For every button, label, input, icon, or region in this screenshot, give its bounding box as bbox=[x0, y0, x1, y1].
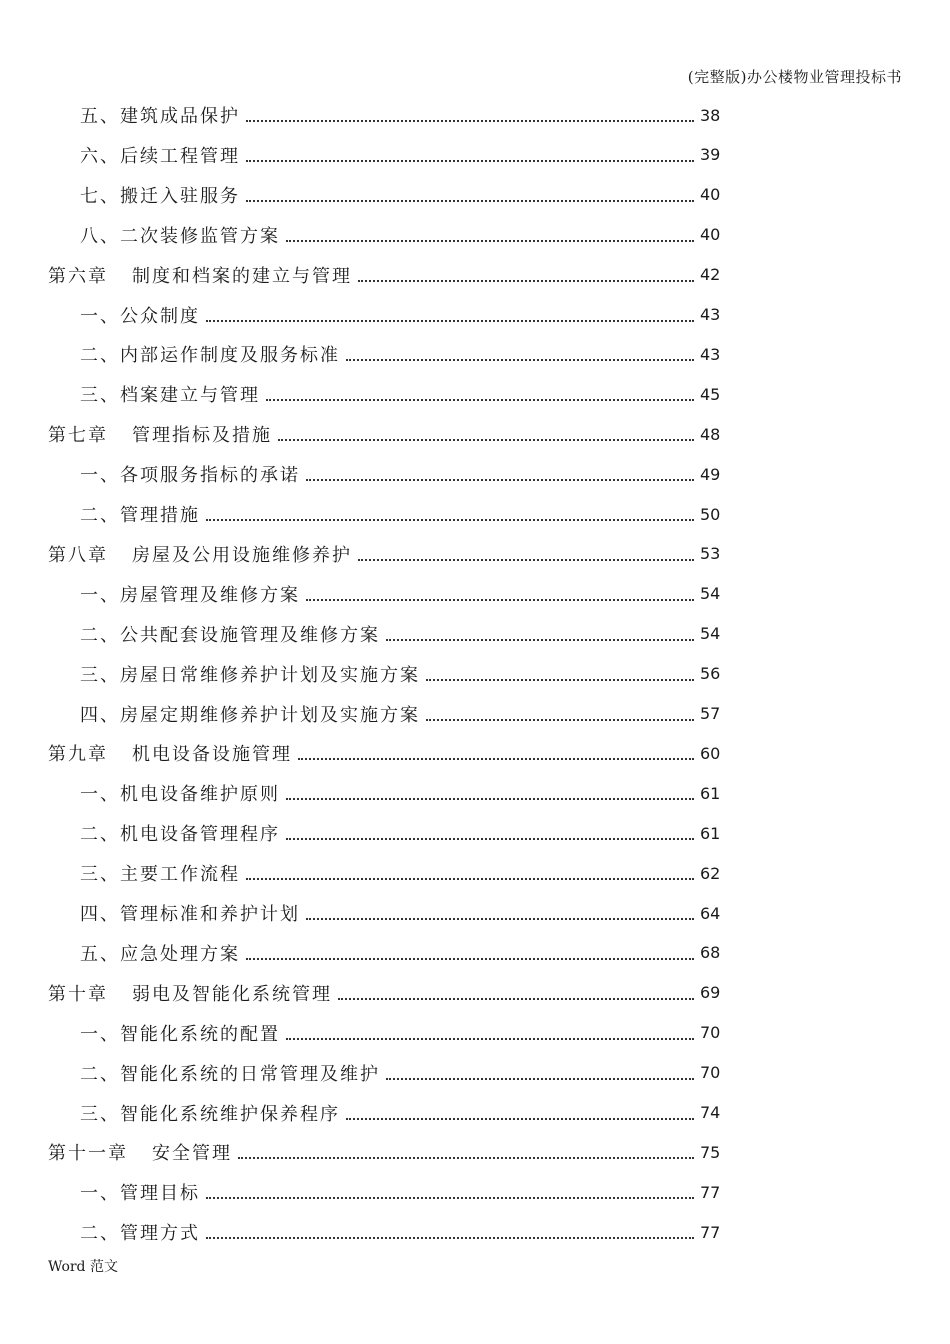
toc-page-number: 77 bbox=[700, 1182, 721, 1202]
toc-page-number: 62 bbox=[700, 863, 721, 883]
toc-page-number: 70 bbox=[700, 1063, 721, 1083]
toc-page-number: 38 bbox=[700, 105, 721, 125]
toc-entry-text: 一、公众制度 bbox=[80, 305, 200, 327]
toc-entry-title bbox=[48, 740, 292, 766]
toc-entry-title bbox=[48, 421, 272, 447]
toc-chapter-entry[interactable] bbox=[0, 1132, 720, 1172]
toc-leader-dots bbox=[426, 719, 694, 721]
toc-section-entry[interactable] bbox=[0, 454, 720, 494]
toc-leader-dots bbox=[246, 160, 694, 162]
toc-entry-title bbox=[80, 102, 240, 128]
toc-entry-title bbox=[80, 820, 280, 846]
toc-chapter-number: 第六章 bbox=[48, 265, 108, 287]
toc-page-number: 48 bbox=[700, 424, 721, 444]
toc-entry-text: 一、各项服务指标的承诺 bbox=[80, 465, 300, 487]
toc-chapter-number: 第八章 bbox=[48, 544, 108, 566]
toc-entry-text: 五、应急处理方案 bbox=[80, 943, 240, 965]
toc-section-entry[interactable] bbox=[0, 853, 720, 893]
toc-entry-text: 二、机电设备管理程序 bbox=[80, 824, 280, 846]
toc-page-number: 45 bbox=[700, 384, 721, 404]
toc-chapter-number: 第十一章 bbox=[48, 1143, 128, 1165]
document-header: (完整版)办公楼物业管理投标书 bbox=[687, 68, 902, 86]
toc-leader-dots bbox=[246, 200, 694, 202]
toc-section-entry[interactable] bbox=[0, 893, 720, 933]
toc-entry-text: 四、管理标准和养护计划 bbox=[80, 904, 300, 925]
toc-entry-title bbox=[80, 341, 340, 367]
toc-chapter-number: 第九章 bbox=[48, 744, 108, 766]
toc-leader-dots bbox=[246, 120, 694, 122]
toc-section-entry[interactable] bbox=[0, 654, 720, 694]
toc-entry-text: 七、搬迁入驻服务 bbox=[80, 185, 240, 207]
toc-section-entry[interactable] bbox=[0, 215, 720, 255]
toc-page-number: 40 bbox=[700, 185, 721, 205]
toc-section-entry[interactable] bbox=[0, 1013, 720, 1053]
toc-leader-dots bbox=[266, 399, 694, 401]
toc-page-number: 77 bbox=[700, 1222, 721, 1242]
toc-leader-dots bbox=[306, 918, 694, 920]
toc-chapter-number: 第七章 bbox=[48, 425, 108, 447]
toc-page-number: 50 bbox=[700, 504, 721, 524]
toc-leader-dots bbox=[206, 320, 694, 322]
toc-leader-dots bbox=[358, 280, 694, 282]
toc-entry-text: 六、后续工程管理 bbox=[80, 145, 240, 167]
toc-entry-title bbox=[80, 501, 200, 527]
toc-section-entry[interactable] bbox=[0, 574, 720, 614]
toc-page-number: 40 bbox=[700, 225, 721, 245]
toc-section-entry[interactable] bbox=[0, 1093, 720, 1133]
toc-entry-title bbox=[80, 621, 380, 647]
toc-page-number: 61 bbox=[700, 783, 721, 803]
toc-entry-text: 一、机电设备维护原则 bbox=[80, 784, 280, 806]
toc-entry-text: 二、管理方式 bbox=[80, 1223, 200, 1245]
toc-entry-text: 二、智能化系统的日常管理及维护 bbox=[80, 1063, 380, 1085]
toc-section-entry[interactable] bbox=[0, 295, 720, 335]
toc-page-number: 69 bbox=[700, 983, 721, 1003]
toc-entry-title bbox=[80, 222, 280, 248]
toc-leader-dots bbox=[346, 359, 694, 361]
toc-entry-title bbox=[48, 1139, 232, 1165]
toc-leader-dots bbox=[386, 1078, 694, 1080]
toc-entry-title bbox=[80, 701, 420, 727]
toc-page-number: 42 bbox=[700, 265, 721, 285]
toc-entry-title bbox=[80, 1020, 280, 1046]
toc-entry-text: 一、管理目标 bbox=[80, 1183, 200, 1205]
toc-entry-title bbox=[80, 302, 200, 328]
toc-entry-title bbox=[80, 1179, 200, 1205]
toc-leader-dots bbox=[246, 958, 694, 960]
toc-entry-text: 三、档案建立与管理 bbox=[80, 385, 260, 407]
toc-section-entry[interactable] bbox=[0, 334, 720, 374]
toc-entry-text: 五、建筑成品保护 bbox=[80, 106, 240, 127]
toc-entry-text: 三、智能化系统维护保养程序 bbox=[80, 1103, 340, 1125]
toc-leader-dots bbox=[426, 679, 694, 681]
toc-leader-dots bbox=[346, 1118, 694, 1120]
toc-page-number: 60 bbox=[700, 743, 721, 763]
toc-page-number: 43 bbox=[700, 344, 721, 364]
toc-chapter-entry[interactable] bbox=[0, 973, 720, 1013]
toc-section-entry[interactable] bbox=[0, 1053, 720, 1093]
toc-entry-text: 四、房屋定期维修养护计划及实施方案 bbox=[80, 704, 420, 726]
toc-entry-title bbox=[80, 780, 280, 806]
toc-leader-dots bbox=[206, 519, 694, 521]
toc-leader-dots bbox=[286, 1038, 694, 1040]
toc-page-number: 49 bbox=[700, 464, 721, 484]
toc-chapter-entry[interactable] bbox=[0, 414, 720, 454]
toc-leader-dots bbox=[298, 758, 694, 760]
toc-section-entry[interactable] bbox=[0, 813, 720, 853]
toc-leader-dots bbox=[278, 439, 694, 441]
toc-leader-dots bbox=[206, 1237, 694, 1239]
toc-leader-dots bbox=[358, 559, 694, 561]
toc-page-number: 64 bbox=[700, 903, 721, 923]
toc-section-entry[interactable] bbox=[0, 694, 720, 734]
toc-entry-text: 一、房屋管理及维修方案 bbox=[80, 584, 300, 606]
toc-page-number: 53 bbox=[700, 544, 721, 564]
toc-entry-title bbox=[80, 182, 240, 208]
toc-leader-dots bbox=[386, 639, 694, 641]
toc-page-number: 61 bbox=[700, 823, 721, 843]
toc-entry-text: 制度和档案的建立与管理 bbox=[132, 265, 352, 287]
toc-leader-dots bbox=[286, 798, 694, 800]
toc-section-entry[interactable] bbox=[0, 95, 720, 135]
toc-chapter-entry[interactable] bbox=[0, 255, 720, 295]
toc-entry-text: 弱电及智能化系统管理 bbox=[132, 983, 332, 1005]
toc-entry-title bbox=[80, 142, 240, 168]
toc-entry-text: 二、内部运作制度及服务标准 bbox=[80, 345, 340, 367]
toc-entry-title bbox=[48, 262, 352, 288]
toc-leader-dots bbox=[306, 599, 694, 601]
toc-section-entry[interactable] bbox=[0, 374, 720, 414]
toc-entry-title bbox=[80, 381, 260, 407]
toc-entry-title bbox=[80, 581, 300, 607]
document-footer: Word 范文 bbox=[48, 1259, 118, 1275]
toc-chapter-entry[interactable] bbox=[0, 733, 720, 773]
toc-entry-text: 八、二次装修监管方案 bbox=[80, 225, 280, 247]
toc-entry-text: 二、管理措施 bbox=[80, 505, 200, 526]
toc-entry-text: 三、房屋日常维修养护计划及实施方案 bbox=[80, 664, 420, 686]
toc-section-entry[interactable] bbox=[0, 933, 720, 973]
toc-entry-title bbox=[80, 1060, 380, 1086]
toc-entry-text: 管理指标及措施 bbox=[132, 425, 272, 447]
toc-entry-title bbox=[80, 900, 300, 926]
toc-leader-dots bbox=[306, 479, 694, 481]
toc-entry-title bbox=[80, 860, 240, 886]
toc-page-number: 54 bbox=[700, 584, 721, 604]
toc-leader-dots bbox=[246, 878, 694, 880]
toc-section-entry[interactable] bbox=[0, 175, 720, 215]
toc-entry-text: 一、智能化系统的配置 bbox=[80, 1023, 280, 1045]
toc-entry-title bbox=[80, 461, 300, 487]
toc-page-number: 43 bbox=[700, 305, 721, 324]
toc-entry-text: 房屋及公用设施维修养护 bbox=[132, 544, 352, 566]
toc-section-entry[interactable] bbox=[0, 494, 720, 534]
toc-leader-dots bbox=[238, 1157, 694, 1159]
toc-section-entry[interactable] bbox=[0, 614, 720, 654]
toc-page-number: 56 bbox=[700, 664, 721, 684]
toc-leader-dots bbox=[286, 838, 694, 840]
toc-entry-text: 三、主要工作流程 bbox=[80, 864, 240, 886]
toc-page-number: 39 bbox=[700, 145, 721, 165]
toc-leader-dots bbox=[338, 998, 694, 1000]
toc-page-number: 75 bbox=[700, 1142, 721, 1162]
toc-page-number: 70 bbox=[700, 1023, 721, 1043]
toc-section-entry[interactable] bbox=[0, 1212, 720, 1252]
toc-section-entry[interactable] bbox=[0, 135, 720, 175]
toc-entry-title bbox=[48, 980, 332, 1006]
toc-leader-dots bbox=[206, 1197, 694, 1199]
toc-chapter-number: 第十章 bbox=[48, 983, 108, 1005]
toc-page-number: 68 bbox=[700, 943, 721, 963]
toc-page-number: 54 bbox=[700, 624, 721, 644]
toc-section-entry[interactable] bbox=[0, 1172, 720, 1212]
toc-page-number: 74 bbox=[700, 1103, 721, 1122]
toc-entry-title bbox=[80, 1219, 200, 1245]
toc-leader-dots bbox=[286, 240, 694, 242]
toc-entry-title bbox=[80, 940, 240, 966]
toc-entry-title bbox=[80, 1100, 340, 1126]
toc-entry-text: 机电设备设施管理 bbox=[132, 744, 292, 766]
toc-entry-text: 二、公共配套设施管理及维修方案 bbox=[80, 624, 380, 646]
toc-section-entry[interactable] bbox=[0, 773, 720, 813]
toc-entry-text: 安全管理 bbox=[152, 1143, 232, 1165]
toc-entry-title bbox=[80, 661, 420, 687]
toc-chapter-entry[interactable] bbox=[0, 534, 720, 574]
toc-entry-title bbox=[48, 541, 352, 567]
toc-page-number: 57 bbox=[700, 704, 721, 723]
